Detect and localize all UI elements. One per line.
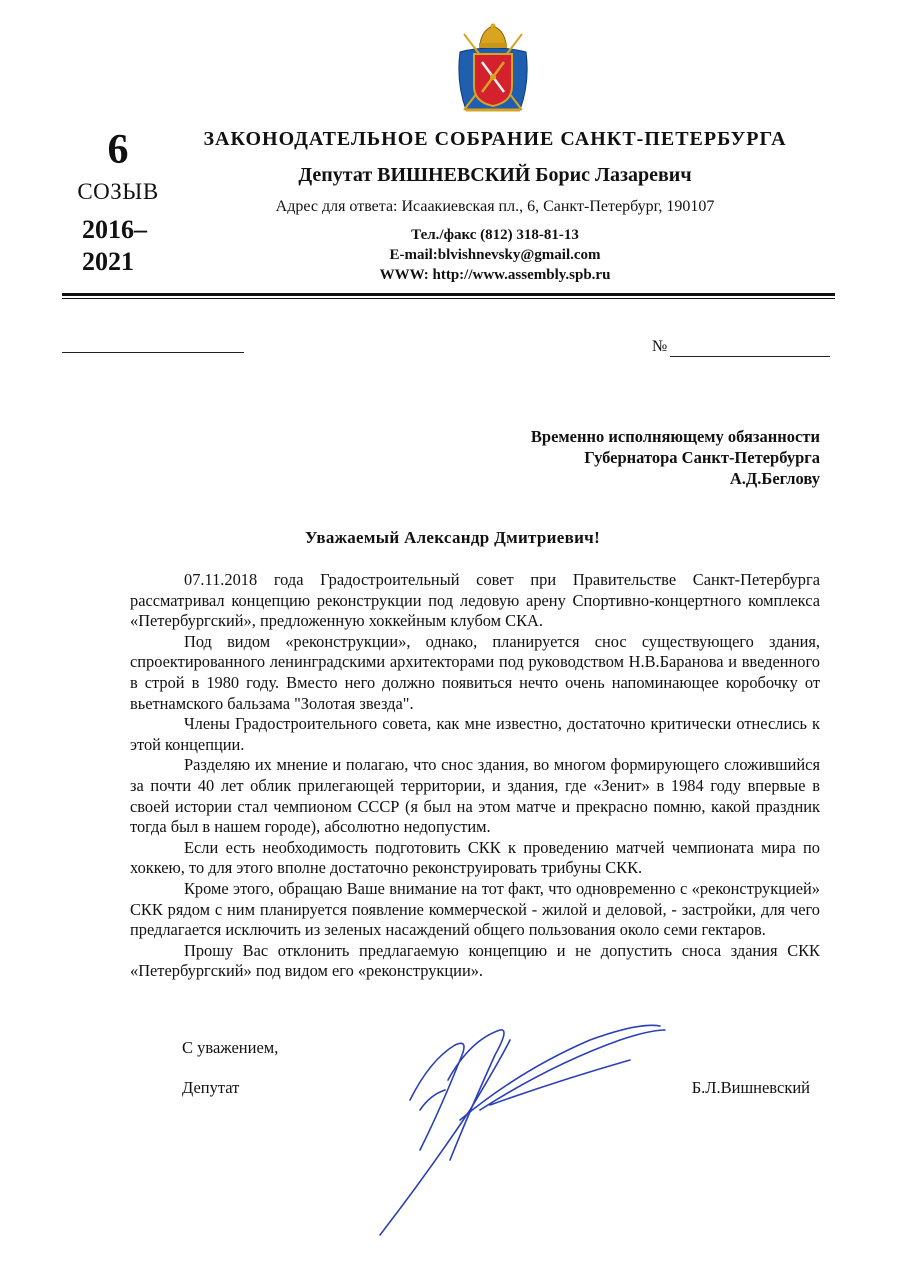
letter-body — [130, 570, 820, 982]
addressee-line-3: А.Д.Беглову — [729, 469, 820, 488]
reg-number-label: № — [652, 338, 668, 355]
body-paragraph: Кроме этого, обращаю Ваше внимание на тот факт, что одновременно с «реконструкцией» СКК рядом с ним планируется появление коммерческой - жилой и деловой, - застройки, для чего предлагается исключить из зеленых насаждений общего пользования около семи гектаров. — [130, 878, 820, 940]
addressee-line-1: Временно исполняющему обязанности — [530, 427, 820, 446]
body-paragraph: Если есть необходимость подготовить СКК к проведению матчей чемпионата мира по хоккею, то для этого вполне достаточно реконструировать трибуны СКК. — [130, 837, 820, 878]
addressee-line-2: Губернатора Санкт-Петербурга — [584, 448, 820, 467]
header-divider-thin — [62, 298, 835, 299]
phone-fax: Тел./факс (812) 318-81-13 — [411, 227, 579, 243]
handwritten-signature — [360, 1000, 680, 1240]
date-blank-line — [62, 352, 244, 353]
addressee-block — [430, 426, 820, 489]
closing-phrase: С уважением, — [182, 1038, 279, 1057]
signer-title: Депутат — [182, 1078, 240, 1097]
signer-name: Б.Л.Вишневский — [691, 1078, 810, 1097]
reply-address: Адрес для ответа: Исаакиевская пл., 6, Санкт-Петербург, 190107 — [275, 198, 715, 215]
salutation: Уважаемый Александр Дмитриевич! — [304, 528, 601, 547]
body-paragraph: Члены Градостроительного совета, как мне известно, достаточно критически отнеслись к этой концепции. — [130, 714, 820, 754]
org-title: ЗАКОНОДАТЕЛЬНОЕ СОБРАНИЕ САНКТ-ПЕТЕРБУРГА — [203, 128, 787, 150]
coat-of-arms-icon — [452, 22, 534, 118]
deputy-name: Депутат ВИШНЕВСКИЙ Борис Лазаревич — [298, 164, 692, 186]
convocation-years-end: 2021 — [82, 247, 134, 276]
convocation-word: СОЗЫВ — [77, 179, 159, 204]
body-paragraph: Прошу Вас отклонить предлагаемую концепцию и не допустить сноса здания СКК «Петербургский» под видом его «реконструкции». — [130, 940, 820, 981]
body-paragraph: Под видом «реконструкции», однако, планируется снос существующего здания, спроектированного ленинградскими архитекторами под руководством Н.В.Баранова и введенного в строй в 1980 году. Вместо него должно появиться нечто очень напоминающее коробочку от вьетнамского бальзама "Золотая звезда". — [130, 631, 820, 713]
body-paragraph: 07.11.2018 года Градостроительный совет при Правительстве Санкт-Петербурга рассматривал концепцию реконструкции под ледовую арену Спортивно-концертного комплекса «Петербургский», предложенную хоккейным клубом СКА. — [130, 570, 820, 631]
body-paragraph: Разделяю их мнение и полагаю, что снос здания, во многом формирующего сложившийся за почти 40 лет облик прилегающей территории, и здания, где «Зенит» в 1984 году впервые в своей истории стал чемпионом СССР (я был на этом матче и прекрасно помню, какой праздник тогда был в нашем городе), абсолютно недопустим. — [130, 755, 820, 837]
convocation-years-start: 2016– — [82, 215, 147, 244]
convocation-block — [62, 128, 174, 278]
reg-number-blank-line — [670, 356, 830, 357]
website: WWW: http://www.assembly.spb.ru — [379, 267, 611, 283]
email: E-mail:blvishnevsky@gmail.com — [389, 247, 601, 263]
convocation-number: 6 — [107, 127, 129, 173]
header-divider-thick — [62, 293, 835, 296]
